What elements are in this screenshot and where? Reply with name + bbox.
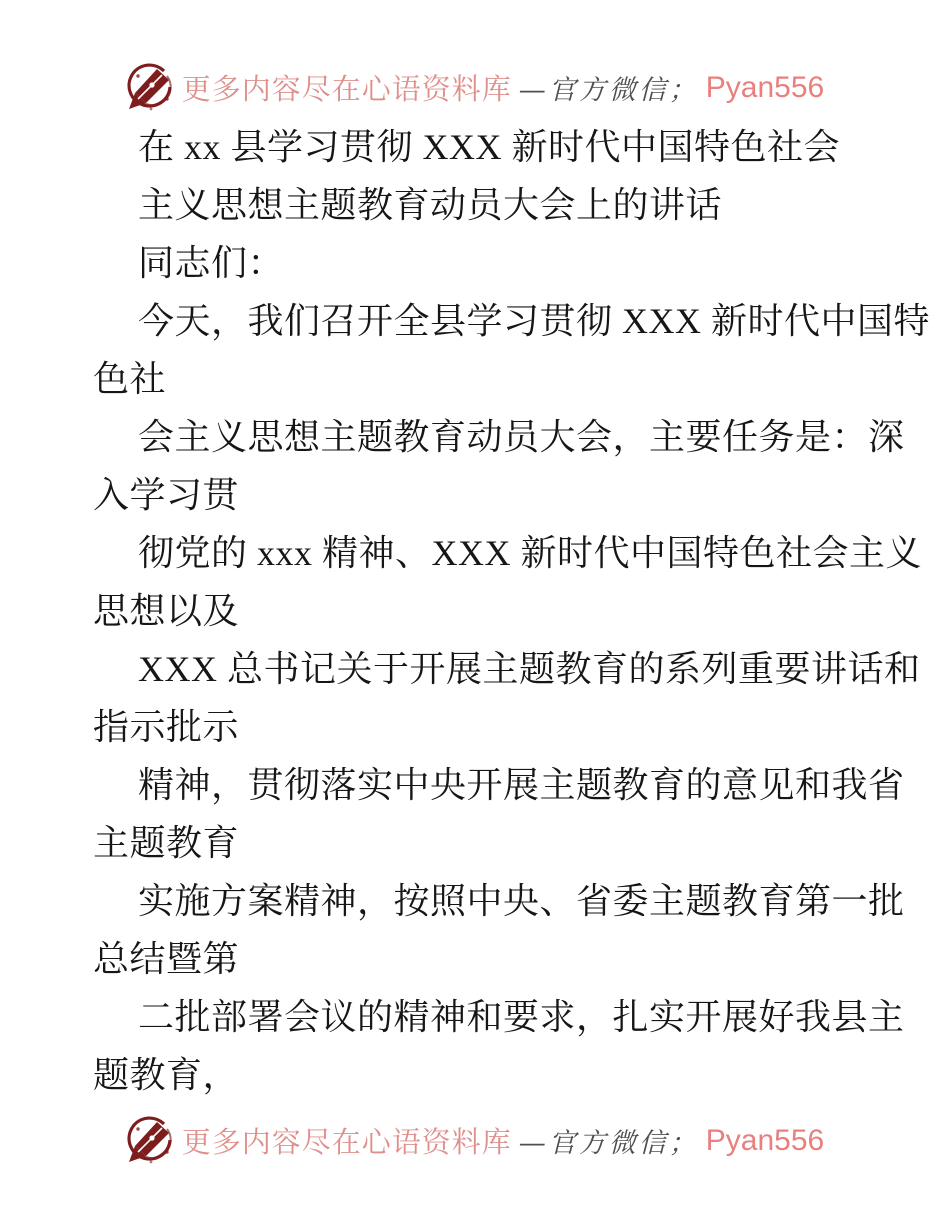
doc-line: 总结暨第	[93, 939, 240, 979]
doc-line: 会主义思想主题教育动员大会，主要任务是：深	[138, 417, 905, 457]
doc-line: 同志们：	[138, 243, 285, 283]
doc-line: 题教育，	[93, 1055, 240, 1095]
doc-line: 入学习贯	[93, 475, 240, 515]
watermark-wechat-id: Pyan556	[705, 70, 825, 104]
doc-line-title-1: 在 xx 县学习贯彻 XXX 新时代中国特色社会	[138, 127, 840, 167]
doc-line: 彻党的 xxx 精神、XXX 新时代中国特色社会主义	[138, 533, 922, 573]
pen-nib-circle-logo-icon	[126, 1116, 175, 1165]
document-body	[93, 118, 930, 1104]
doc-line: 二批部署会议的精神和要求，扎实开展好我县主	[138, 997, 905, 1037]
footer-watermark	[0, 1116, 950, 1165]
watermark-separator-text: —官方微信；	[518, 75, 699, 106]
doc-line-title-2: 主义思想主题教育动员大会上的讲话	[138, 185, 723, 225]
doc-line: 思想以及	[93, 591, 240, 631]
doc-line: 色社	[93, 359, 167, 399]
doc-line: 精神，贯彻落实中央开展主题教育的意见和我省	[138, 765, 905, 805]
header-watermark	[0, 63, 950, 112]
doc-line: 主题教育	[93, 823, 240, 863]
doc-line: XXX 总书记关于开展主题教育的系列重要讲话和	[138, 649, 921, 689]
pen-nib-circle-logo-icon	[126, 63, 175, 112]
watermark-brand-text: 更多内容尽在心语资料库	[181, 74, 512, 106]
watermark-brand-text: 更多内容尽在心语资料库	[181, 1127, 512, 1159]
doc-line: 指示批示	[93, 707, 240, 747]
doc-line: 今天，我们召开全县学习贯彻 XXX 新时代中国特	[138, 301, 930, 341]
doc-line: 实施方案精神，按照中央、省委主题教育第一批	[138, 881, 905, 921]
watermark-separator-text: —官方微信；	[518, 1128, 699, 1159]
watermark-wechat-id: Pyan556	[705, 1123, 825, 1157]
